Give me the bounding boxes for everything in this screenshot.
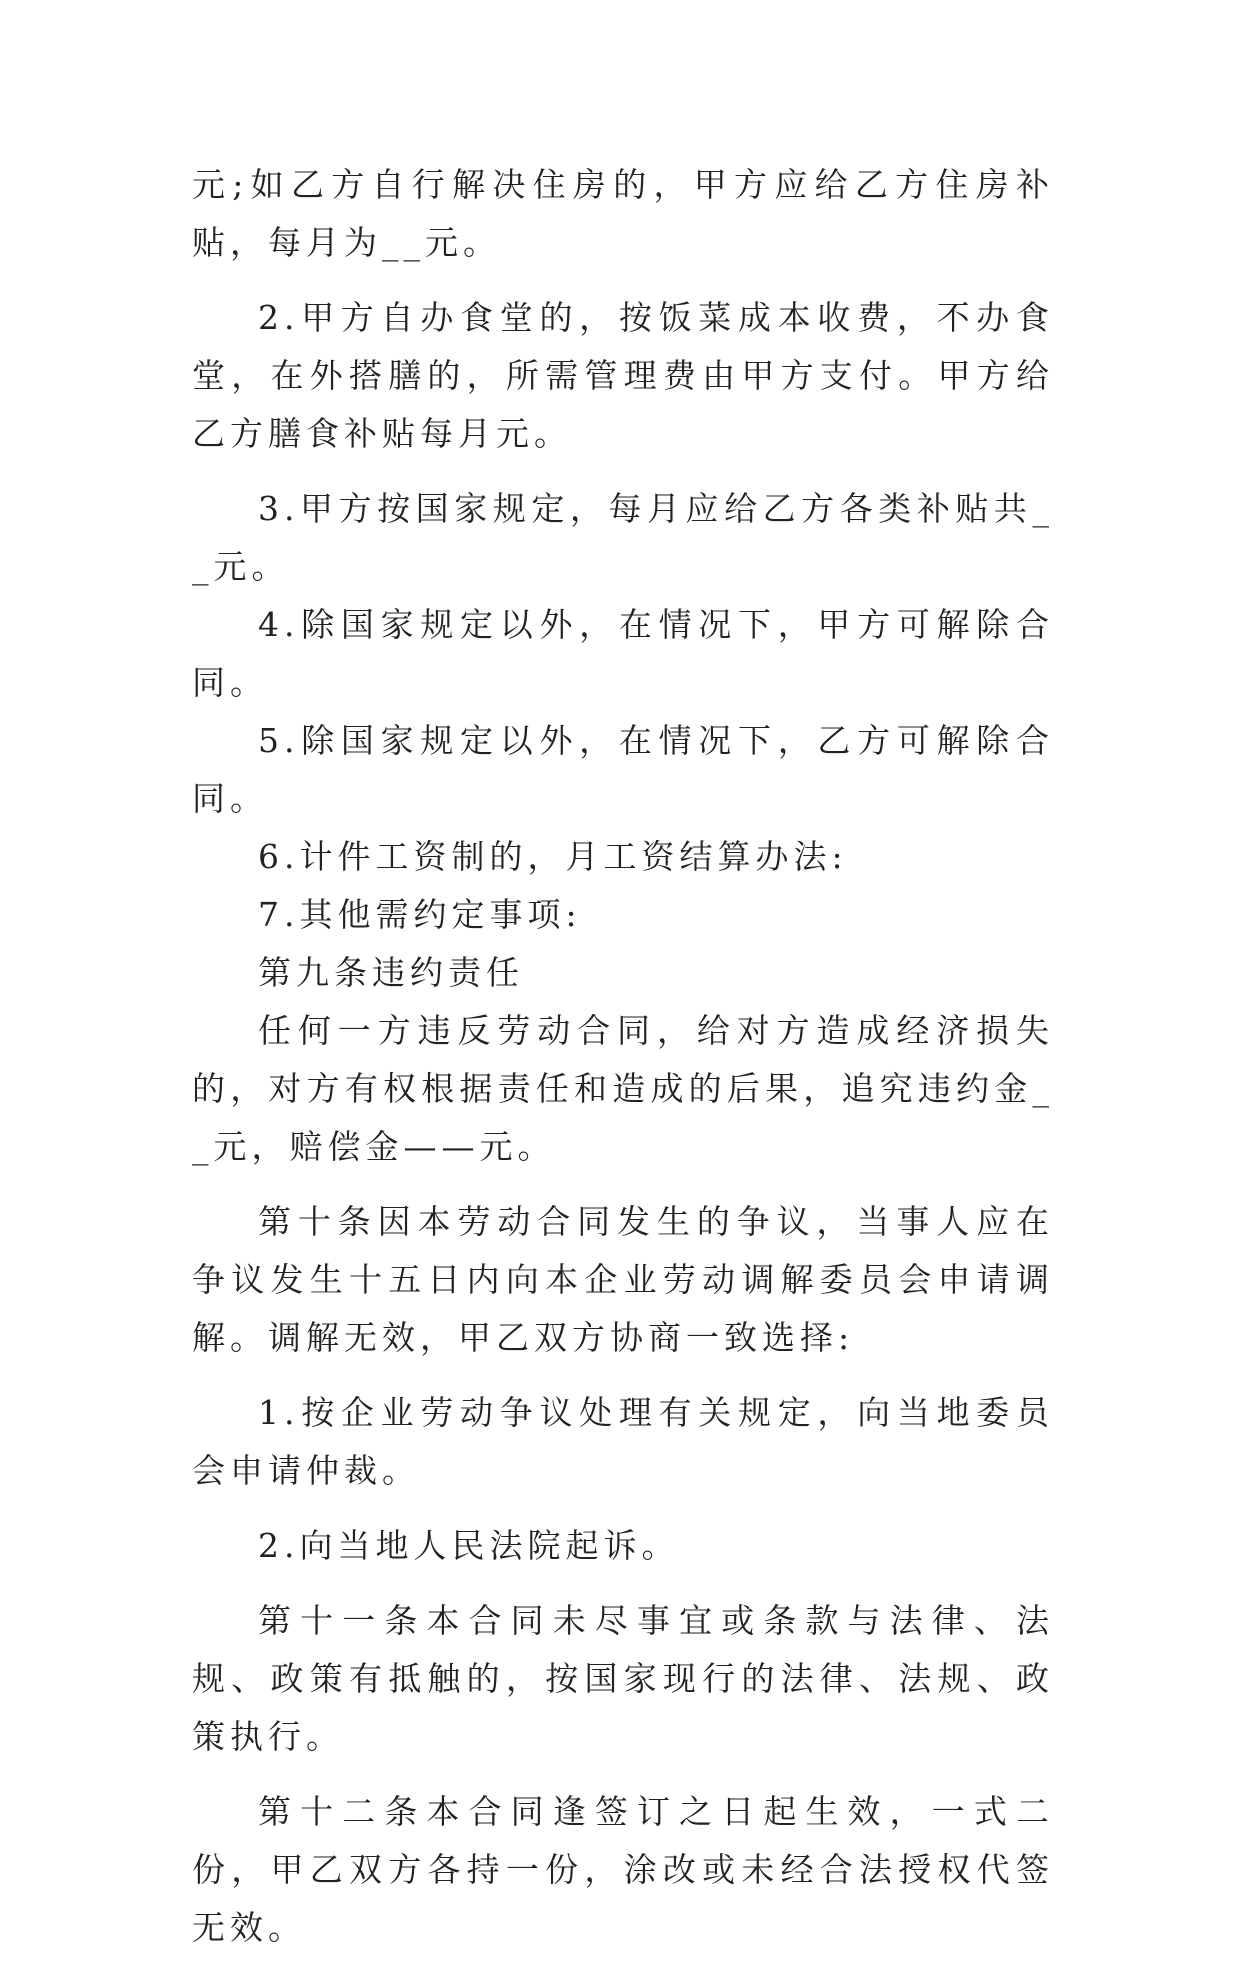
paragraph-lawsuit: 2.向当地人民法院起诉。 [258,1526,680,1565]
paragraph-arbitration: 1.按企业劳动争议处理有关规定，向当地委员会申请仲裁。 [192,1393,1054,1490]
article-11-unresolved-matters: 第十一条本合同未尽事宜或条款与法律、法规、政策有抵触的，按国家现行的法律、法规、政策执行。 [192,1601,1054,1756]
article-9-heading: 第九条违约责任 [258,953,524,992]
paragraph-other-matters: 7.其他需约定事项: [258,895,582,934]
paragraph-piece-rate: 6.计件工资制的，月工资结算办法: [258,837,848,876]
article-10-disputes: 第十条因本劳动合同发生的争议，当事人应在争议发生十五日内向本企业劳动调解委员会申请调解。调解无效，甲乙双方协商一致选择: [192,1202,1054,1357]
document-body [192,156,1054,1974]
paragraph-employee-termination: 5.除国家规定以外，在情况下，乙方可解除合同。 [192,721,1054,818]
paragraph-employer-termination: 4.除国家规定以外，在情况下，甲方可解除合同。 [192,605,1054,702]
paragraph-housing-subsidy: 元;如乙方自行解决住房的，甲方应给乙方住房补贴，每月为__元。 [192,165,1054,262]
article-12-effectiveness: 第十二条本合同逢签订之日起生效，一式二份，甲乙双方各持一份，涂改或未经合法授权代签无效。 [192,1792,1054,1947]
paragraph-subsidies: 3.甲方按国家规定，每月应给乙方各类补贴共__元。 [192,489,1054,586]
paragraph-liability: 任何一方违反劳动合同，给对方造成经济损失的，对方有权根据责任和造成的后果，追究违约金__元，赔偿金——元。 [192,1011,1054,1166]
paragraph-canteen: 2.甲方自办食堂的，按饭菜成本收费，不办食堂，在外搭膳的，所需管理费由甲方支付。甲方给乙方膳食补贴每月元。 [192,298,1054,453]
